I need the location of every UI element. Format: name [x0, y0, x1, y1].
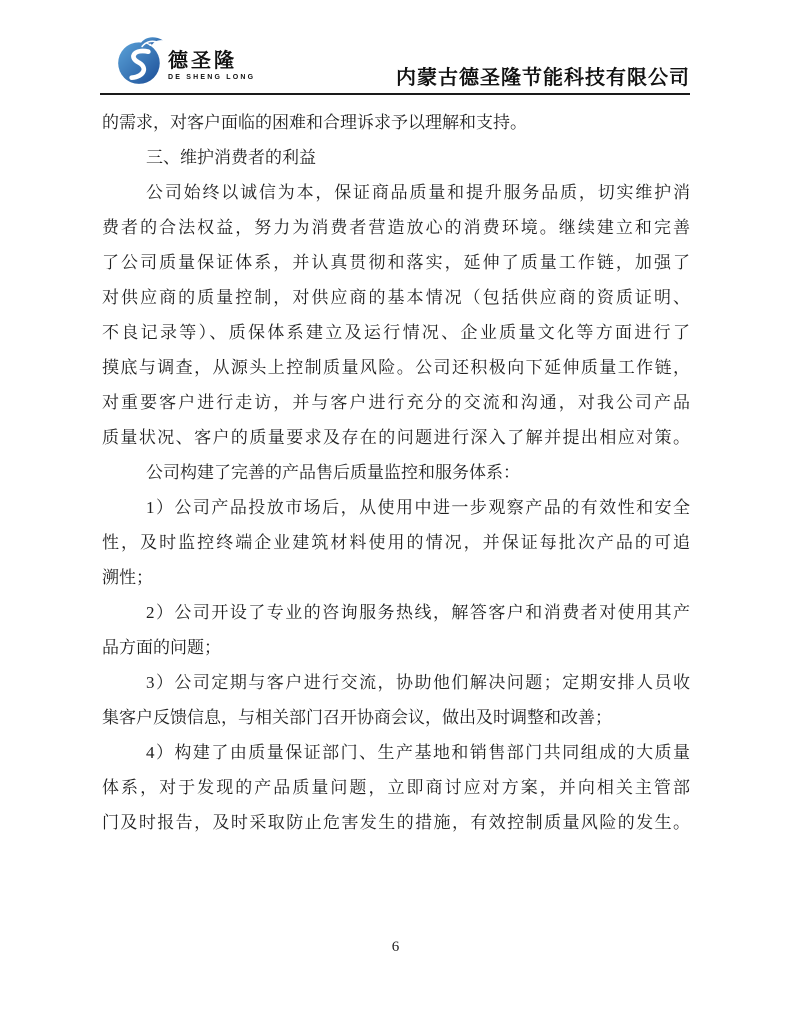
- body-line: 公司始终以诚信为本，保证商品质量和提升服务品质，切实维护消: [146, 183, 690, 202]
- body-line: 的需求，对客户面临的困难和合理诉求予以理解和支持。: [102, 113, 527, 132]
- page-number: 6: [391, 939, 400, 955]
- logo-name-english: DE SHENG LONG: [168, 74, 256, 81]
- company-name: 内蒙古德圣隆节能科技有限公司: [396, 67, 690, 89]
- body-line: 对重要客户进行走访，并与客户进行充分的交流和沟通，对我公司产品: [102, 393, 690, 412]
- body-line: 2）公司开设了专业的咨询服务热线，解答客户和消费者对使用其产: [146, 603, 690, 622]
- body-line: 门及时报告，及时采取防止危害发生的措施，有效控制质量风险的发生。: [102, 813, 690, 832]
- body-line: 对供应商的质量控制，对供应商的基本情况（包括供应商的资质证明、: [102, 288, 690, 307]
- body-line: 公司构建了完善的产品售后质量监控和服务体系：: [146, 463, 520, 482]
- body-line: 4）构建了由质量保证部门、生产基地和销售部门共同组成的大质量: [146, 743, 690, 762]
- page-header: [100, 0, 690, 95]
- body-line: 费者的合法权益，努力为消费者营造放心的消费环境。继续建立和完善: [102, 218, 690, 237]
- page-footer: [0, 938, 791, 956]
- body-line: 不良记录等）、质保体系建立及运行情况、企业质量文化等方面进行了: [102, 323, 690, 342]
- body-line: 质量状况、客户的质量要求及存在的问题进行深入了解并提出相应对策。: [102, 428, 690, 447]
- body-line: 体系，对于发现的产品质量问题，立即商讨应对方案，并向相关主管部: [102, 778, 690, 797]
- body-line: 了公司质量保证体系，并认真贯彻和落实，延伸了质量工作链，加强了: [102, 253, 690, 272]
- company-logo: [114, 34, 255, 86]
- body-line: 三、维护消费者的利益: [146, 148, 316, 167]
- body-line: 3）公司定期与客户进行交流，协助他们解决问题；定期安排人员收: [146, 673, 690, 692]
- body-line: 溯性；: [102, 568, 153, 587]
- logo-name-chinese: 德圣隆: [168, 50, 237, 72]
- body-line: 摸底与调查，从源头上控制质量风险。公司还积极向下延伸质量工作链，: [102, 358, 690, 377]
- logo-text: [168, 51, 255, 81]
- dsl-dragon-logo-icon: [114, 34, 166, 86]
- body-line: 品方面的问题；: [102, 638, 221, 657]
- document-body: [102, 105, 690, 840]
- body-line: 性，及时监控终端企业建筑材料使用的情况，并保证每批次产品的可追: [102, 533, 690, 552]
- body-line: 集客户反馈信息，与相关部门召开协商会议，做出及时调整和改善；: [102, 708, 612, 727]
- body-line: 1）公司产品投放市场后，从使用中进一步观察产品的有效性和安全: [146, 498, 690, 517]
